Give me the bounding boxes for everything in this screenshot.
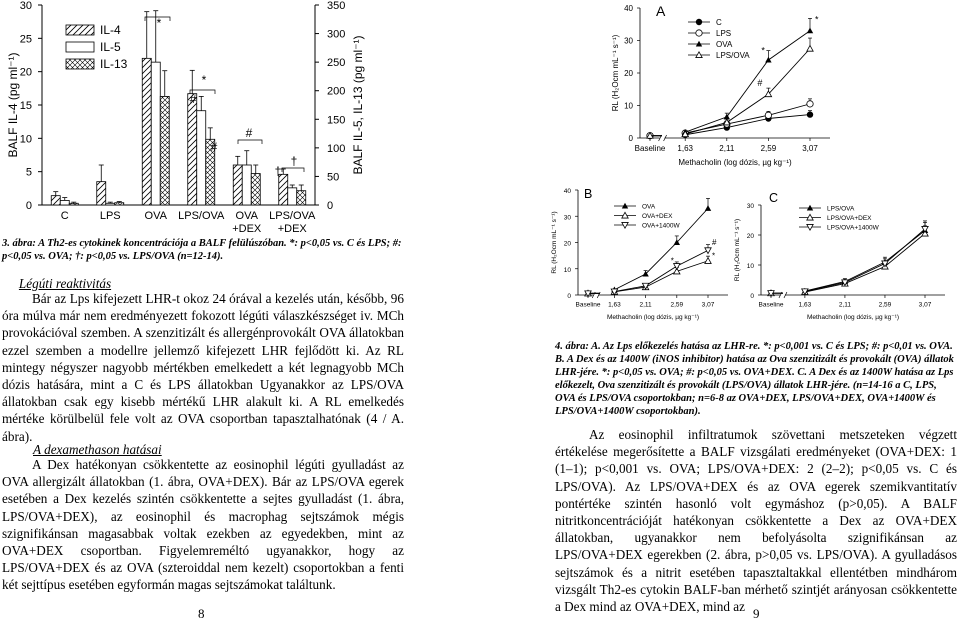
category-label: C <box>60 210 69 222</box>
significance-bracket <box>238 140 262 144</box>
y-tick-label: 20 <box>746 233 754 240</box>
x-axis-title: Methacholin (log dózis, µg kg⁻¹) <box>806 314 900 321</box>
category-label: LPS/OVA <box>178 210 225 222</box>
y-tick-label-left: 30 <box>19 0 32 12</box>
x-tick-label: 2,11 <box>719 144 735 153</box>
data-point <box>696 30 702 36</box>
category-label: OVA <box>144 210 167 222</box>
category-label: OVA <box>235 210 258 222</box>
series-line <box>805 231 925 292</box>
x-tick-label: 2,11 <box>838 301 852 309</box>
paragraph-dexamethasone: A Dex hatékonyan csökkentette az eosinophil légúti gyulladást az OVA allergizált állatokban (1. ábra, OVA+DEX). Bár az LPS/OVA egerek esetében a Dex kezelés szintén csökkentette a sejtes gyulladást (1. ábra, LPS/OVA+DEX), az eosinophil és macrophag sejtszámok mégis szignifikánsan magasabbak voltak ezekben az egyedekben, mint az OVA+DEX csoportban. Figyelemreméltó ugyanakkor, hogy az LPS/OVA+DEX és az OVA (szteroiddal nem kezelt) csoportokban a fenti két sejttípus esetében egyformán magas sejtszámokat találtunk. <box>2 457 404 593</box>
x-tick-label: 1,63 <box>608 301 621 309</box>
figure4-panel-a <box>600 0 959 180</box>
y-tick-label-right: 300 <box>327 28 346 41</box>
bar-il-5 <box>197 111 206 205</box>
significance-mark: * <box>712 251 716 261</box>
figure4-panel-c <box>735 180 959 325</box>
legend-swatch <box>66 25 94 35</box>
significance-mark: † <box>274 164 282 178</box>
panel-letter: B <box>584 187 593 201</box>
data-point <box>807 28 813 34</box>
figure3-bar-chart <box>0 0 400 235</box>
y-tick-label: 40 <box>563 188 571 195</box>
bar-il-4 <box>142 58 151 205</box>
y-tick-label-right: 250 <box>327 57 346 70</box>
figure4-panel-b <box>550 180 740 325</box>
data-point <box>807 101 813 107</box>
y-tick-label-right: 150 <box>327 114 346 127</box>
y-tick-label-left: 0 <box>25 200 32 212</box>
data-point <box>696 19 702 25</box>
bar-il-5 <box>242 165 251 205</box>
y-tick-label: 0 <box>567 293 571 300</box>
x-tick-label: 1,63 <box>798 301 812 309</box>
data-point <box>765 57 771 63</box>
legend-label: C <box>716 18 722 27</box>
figure4-caption: 4. ábra: A. Az Lps előkezelés hatása az LHR-re. *: p<0,001 vs. C és LPS; #: p<0,01 vs. OVA. B. A Dex és az 1400W (iNOS inhibitor) hatása az Ova szenzitizált és provokált (OVA) állatok LHR-jére. *: p<0,05 vs. OVA; #: p<0,05 vs. OVA+DEX. C. A Dex és az 1400W hatása az Lps előkezelt, Ova szenzitizált és provokált (LPS/OVA) állatok LHR-jére. (n=14-16 a C, LPS, OVA és LPS/OVA csoportokban; n=6-8 az OVA+DEX, LPS/OVA+DEX, OVA+1400W és LPS/OVA+1400W csoportokban). <box>555 341 954 417</box>
x-tick-label: 2,59 <box>878 301 892 309</box>
x-tick-label: 3,07 <box>802 144 818 153</box>
significance-mark: * <box>815 14 819 25</box>
y-tick-label: 40 <box>624 4 633 13</box>
y-tick-label-left: 5 <box>25 166 32 179</box>
legend-label: OVA+DEX <box>642 212 673 220</box>
significance-mark: # <box>712 238 717 248</box>
significance-mark: * <box>761 45 765 56</box>
x-axis-title: Methacholin (log dózis, µg kg⁻¹) <box>606 314 700 321</box>
y-tick-label: 30 <box>563 214 571 222</box>
y-tick-label: 10 <box>563 266 571 274</box>
bar-il-5 <box>60 200 69 205</box>
bar-il-4 <box>188 94 197 205</box>
bar-il-4 <box>97 182 106 205</box>
y-tick-label-right: 350 <box>327 0 346 12</box>
bar-il-5 <box>151 62 160 205</box>
y-axis-title: RL (H₂Ocm mL⁻¹ s⁻¹) <box>734 218 741 282</box>
bar-il-13 <box>297 191 306 205</box>
bar-il-5 <box>288 188 297 205</box>
series-line <box>614 250 708 291</box>
y-axis-title: RL (H₂Ocm mL⁻¹ s⁻¹) <box>611 34 620 112</box>
x-tick-label: 3,07 <box>918 301 932 309</box>
series-line <box>805 229 925 291</box>
y-axis-title-right: BALF IL-5, IL-13 (pg ml⁻¹) <box>351 35 365 175</box>
legend-swatch <box>66 59 94 69</box>
legend-label: LPS/OVA+1400W <box>827 224 879 232</box>
legend-label: LPS/OVA <box>716 51 750 60</box>
y-tick-label: 10 <box>746 263 754 270</box>
page-number-left: 8 <box>198 606 205 621</box>
data-point <box>705 248 711 254</box>
bar-il-13 <box>115 203 124 205</box>
y-tick-label: 20 <box>624 69 633 78</box>
data-point <box>705 205 711 211</box>
y-tick-label-left: 20 <box>19 66 32 79</box>
significance-mark: * <box>156 16 162 30</box>
figure3-caption: 3. ábra: A Th2-es cytokinek koncentrációja a BALF felülúszóban. *: p<0,05 vs. C és LPS; #: p<0,05 vs. OVA; †: p<0,05 vs. LPS/OVA (n=12-14). <box>2 238 402 262</box>
y-tick-label: 0 <box>628 134 633 143</box>
y-axis-title-left: BALF IL-4 (pg ml⁻¹) <box>6 52 20 158</box>
paragraph-reactivity: Bár az Lps kifejezett LHR-t okoz 24 órával a kezelés után, később, 96 óra múlva már nem eredményezett fokozott légúti válaszkészséget iv. MCh provokációval szemben. A szenzitizált és allergénprovokált OVA állatokban ezzel szemben a modellre jellemző kifejezett LHR fejlődött ki. Az RL mintegy négyszer nagyobb mértékben emelkedett a két legnagyobb MCh dózis hatására, mint a C és LPS állatokban Ugyanakkor az LPS/OVA állatokban csak egy kisebb mértékű LHR alakult ki. A RL emelkedés mértéke körülbelül fele volt az OVA csoportban tapasztalhatónak (4 / A. ábra). <box>2 291 404 444</box>
data-point <box>765 112 771 118</box>
data-point <box>674 264 680 270</box>
significance-mark: # <box>245 126 253 140</box>
category-label: LPS/OVA <box>269 210 316 222</box>
y-tick-label-left: 10 <box>19 133 32 146</box>
y-tick-label-left: 15 <box>19 100 32 112</box>
panel-letter: A <box>656 3 666 19</box>
data-point <box>705 258 711 264</box>
series-line <box>805 234 925 293</box>
paragraph-histology: Az eosinophil infiltratumok szövettani metszeteken végzett értékelése megerősítette a BALF vizsgálati eredményeket (OVA+DEX: 1 (1–1); p<0,001 vs. OVA; LPS/OVA+DEX: 2 (2–2); p<0,05 vs. C és LPS/OVA). Az LPS/OVA+DEX és az OVA egerek szemikvantitatív pontértéke szintén hasonló volt egymáshoz (p>0,05). A BALF nitritkoncentrációját hatékonyan csökkentette a Dex az OVA+DEX állatokban, ugyanakkor nem befolyásolta szignifikánsan az LPS/OVA+DEX egerekben (2. ábra, p>0,05 vs. LPS/OVA). A gyulladásos sejtszámok és a nitrit esetében tapasztaltakkal ellentétben mindhárom vizsgált Th2-es cytokin BALF-ban mérhető szintjét arányosan csökkentette a Dex mind az OVA+DEX, mind az <box>555 427 957 615</box>
x-tick-label: 2,59 <box>670 301 684 309</box>
panel-letter: C <box>769 191 779 205</box>
data-point <box>807 111 813 117</box>
x-axis-title: Methacholin (log dózis, µg kg⁻¹) <box>678 158 792 167</box>
y-axis-title: RL (H₂Ocm mL⁻¹ s⁻¹) <box>551 211 558 274</box>
legend-label: IL-4 <box>100 23 121 37</box>
y-tick-label: 10 <box>624 101 633 111</box>
x-tick-label: 2,59 <box>760 144 777 153</box>
series-line <box>685 31 810 132</box>
y-tick-label: 30 <box>746 203 754 210</box>
significance-mark: * <box>201 73 207 87</box>
significance-mark: † <box>290 154 298 168</box>
bar-il-4 <box>233 165 242 205</box>
series-line <box>685 49 810 134</box>
bar-il-5 <box>106 203 115 205</box>
y-tick-label: 20 <box>563 240 571 248</box>
legend-label: OVA <box>642 203 656 211</box>
legend-label: LPS/OVA <box>827 205 855 213</box>
section-heading-dexamethasone: A dexamethason hatásai <box>33 442 162 457</box>
significance-mark: # <box>189 92 197 106</box>
significance-mark: # <box>210 140 218 154</box>
bar-il-4 <box>279 174 288 205</box>
bar-il-13 <box>251 174 260 205</box>
x-tick-label: Baseline <box>758 301 784 309</box>
y-tick-label-right: 200 <box>327 85 346 98</box>
x-tick-label: Baseline <box>575 301 601 309</box>
y-tick-label-right: 0 <box>327 200 334 212</box>
legend-label: IL-13 <box>100 57 128 71</box>
category-label: +DEX <box>277 223 307 235</box>
legend-label: OVA+1400W <box>642 222 680 230</box>
data-point <box>807 45 813 51</box>
legend-label: IL-5 <box>100 40 121 54</box>
y-tick-label-right: 50 <box>327 171 340 184</box>
bar-il-4 <box>51 196 60 205</box>
y-tick-label: 0 <box>750 293 754 300</box>
x-tick-label: 1,63 <box>677 144 693 153</box>
page-number-right: 9 <box>753 606 760 621</box>
significance-mark: # <box>757 78 763 88</box>
y-tick-label-right: 100 <box>327 142 346 155</box>
series-line <box>614 208 708 289</box>
bar-il-13 <box>160 96 169 205</box>
category-label: LPS <box>99 210 121 222</box>
series-line <box>685 115 810 135</box>
x-tick-label: Baseline <box>634 144 666 153</box>
significance-mark: * <box>670 256 674 266</box>
bar-il-13 <box>69 203 78 205</box>
legend-swatch <box>66 42 94 52</box>
legend-label: OVA <box>716 40 733 49</box>
y-tick-label-left: 25 <box>19 33 32 46</box>
section-heading-reactivity: Légúti reaktivitás <box>18 276 112 291</box>
x-tick-label: 3,07 <box>701 301 715 309</box>
x-tick-label: 2,11 <box>639 301 652 309</box>
legend-label: LPS/OVA+DEX <box>827 214 872 222</box>
category-label: +DEX <box>232 223 262 235</box>
legend-label: LPS <box>716 29 732 38</box>
y-tick-label: 30 <box>624 36 633 46</box>
